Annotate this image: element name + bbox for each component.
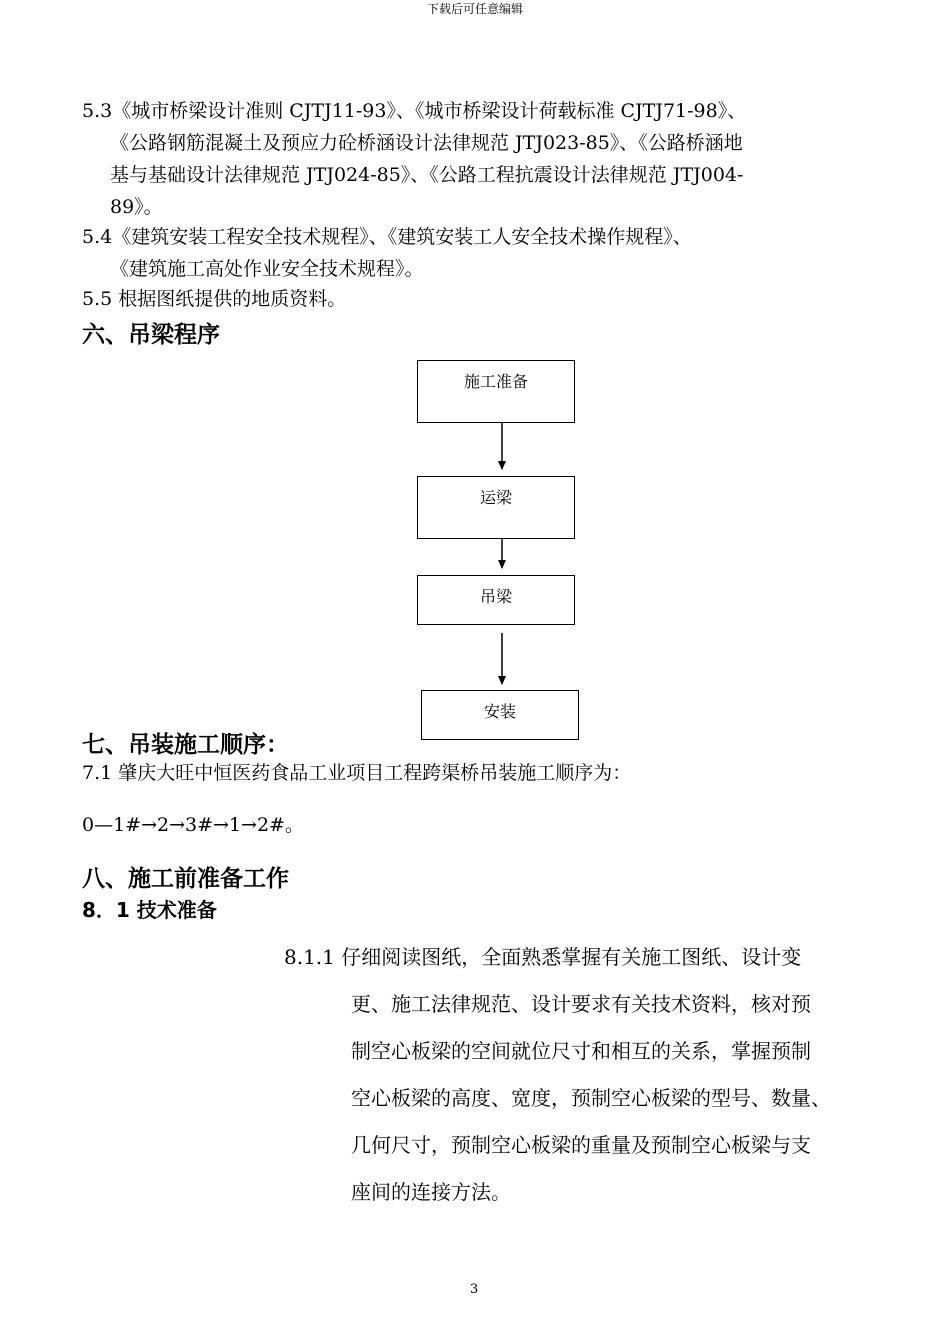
section-7-sequence: 0—1#→2→3#→1→2#。: [82, 814, 304, 836]
flow-step-install: 安装: [421, 690, 579, 740]
ref-5-3-line-4: 89》。: [110, 196, 163, 218]
section-7-title: 七、吊装施工顺序：: [82, 732, 289, 758]
section-8-1-title: 8．1 技术准备: [82, 898, 217, 922]
section-7-1: 7.1 肇庆大旺中恒医药食品工业项目工程跨渠桥吊装施工顺序为：: [82, 762, 632, 784]
page-number: 3: [470, 1282, 479, 1297]
ref-5-4-line-2: 《建筑施工高处作业安全技术规程》。: [110, 258, 424, 280]
flow-step-transport-beam: 运梁: [417, 476, 575, 539]
ref-5-5: 5.5 根据图纸提供的地质资料。: [82, 288, 347, 310]
para-8-1-1-line-5: 几何尺寸，预制空心板梁的重量及预制空心板梁与支: [351, 1133, 811, 1157]
ref-5-3-line-3: 基与基础设计法律规范 JTJ024-85》、《公路工程抗震设计法律规范 JTJ004-: [110, 164, 744, 186]
flow-step-lift-beam: 吊梁: [417, 575, 575, 625]
para-8-1-1-line-3: 制空心板梁的空间就位尺寸和相互的关系，掌握预制: [351, 1039, 811, 1063]
para-8-1-1-line-2: 更、施工法律规范、设计要求有关技术资料，核对预: [351, 992, 811, 1016]
section-8-title: 八、施工前准备工作: [82, 866, 289, 892]
para-8-1-1-line-6: 座间的连接方法。: [351, 1180, 511, 1204]
ref-5-3-line-2: 《公路钢筋混凝土及预应力砼桥涵设计法律规范 JTJ023-85》、《公路桥涵地: [110, 132, 743, 154]
para-8-1-1-line-4: 空心板梁的高度、宽度，预制空心板梁的型号、数量、: [351, 1086, 831, 1110]
page-header-note: 下载后可任意编辑: [426, 2, 523, 16]
ref-5-4-line-1: 5.4《建筑安装工程安全技术规程》、《建筑安装工人安全技术操作规程》、: [82, 226, 692, 248]
section-6-title: 六、吊梁程序: [82, 322, 220, 348]
ref-5-3-line-1: 5.3《城市桥梁设计准则 CJTJ11-93》、《城市桥梁设计荷载标准 CJTJ71-98》、: [82, 100, 747, 122]
para-8-1-1-line-1: 8.1.1 仔细阅读图纸，全面熟悉掌握有关施工图纸、设计变: [284, 945, 802, 969]
flow-step-prepare: 施工准备: [417, 360, 575, 423]
